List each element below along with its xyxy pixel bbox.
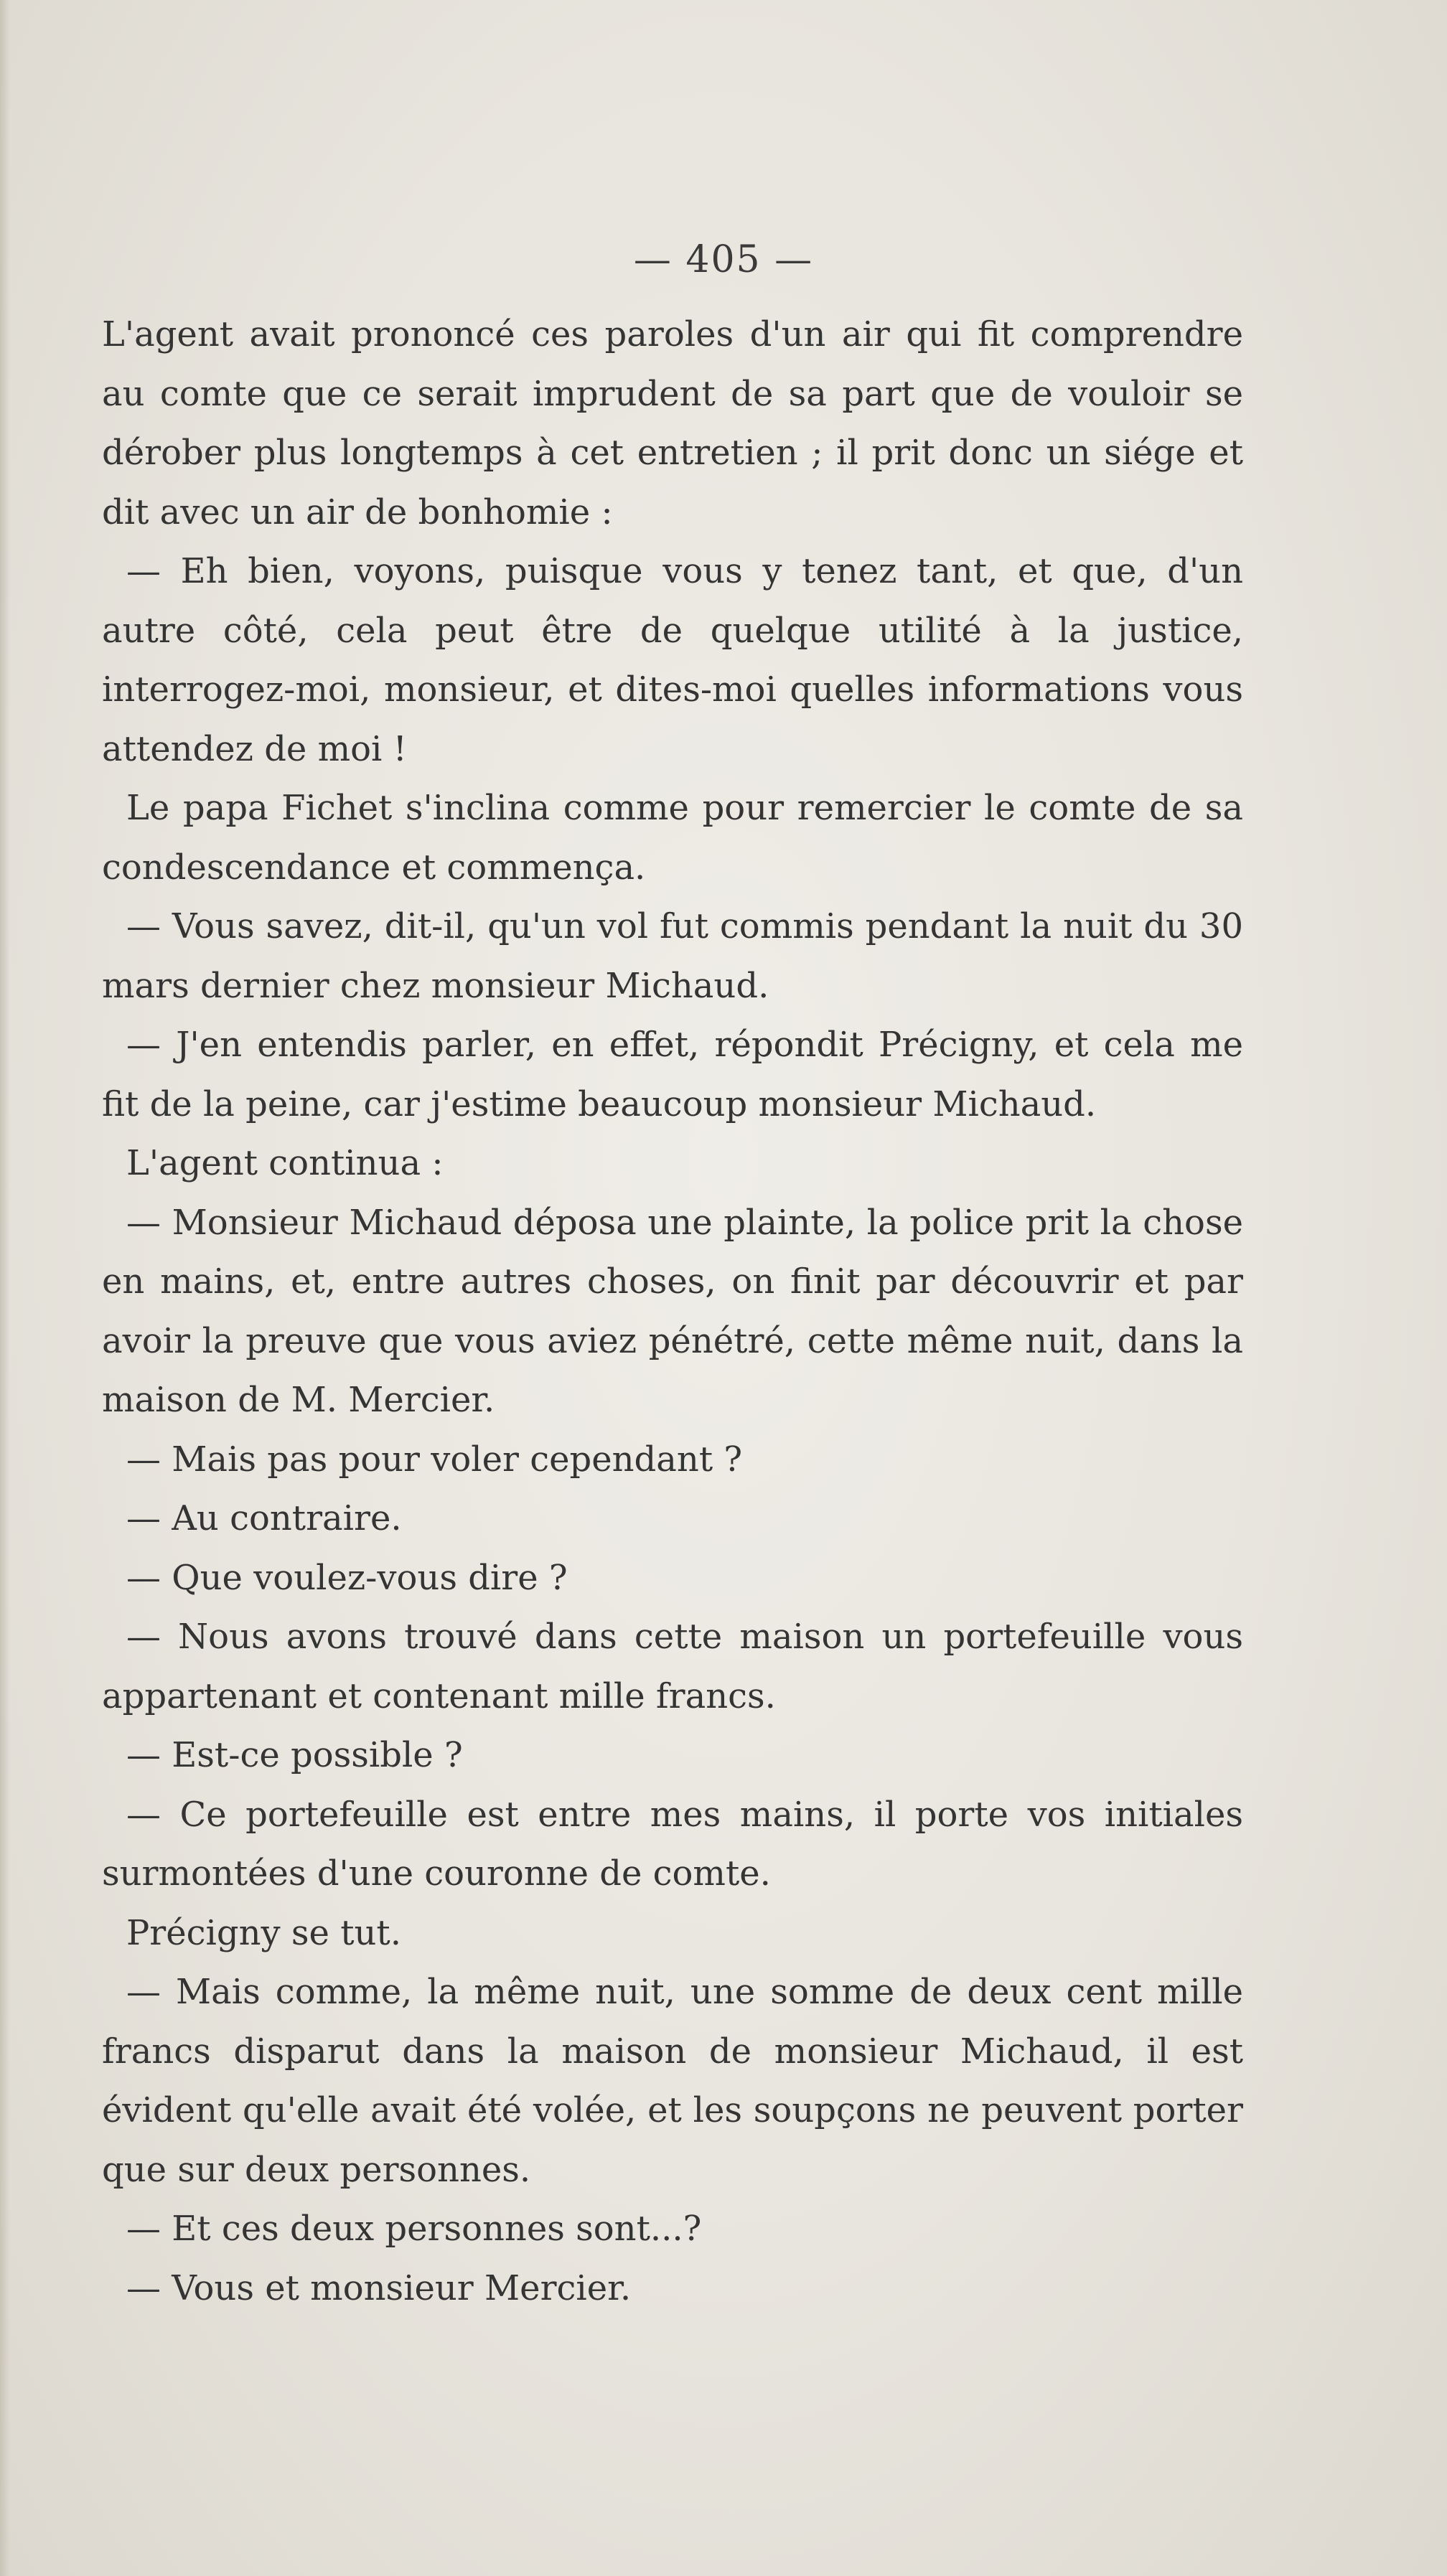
paragraph-10: — Que voulez-vous dire ? [126, 1557, 568, 1598]
paragraph-17: — Vous et monsieur Mercier. [126, 2267, 632, 2308]
paragraph-4: — Vous savez, dit-il, qu'un vol fut commis pendant la nuit du 30 mars dernier chez monsieur Michaud. [102, 906, 1243, 1006]
page-edge-shadow [0, 0, 10, 2576]
paragraph-9: — Au contraire. [126, 1498, 402, 1538]
body-text [102, 305, 1243, 2318]
paragraph-12: — Est-ce possible ? [126, 1735, 463, 1775]
paragraph-3: Le papa Fichet s'inclina comme pour remercier le comte de sa condescendance et commença. [102, 788, 1243, 888]
paragraph-16: — Et ces deux personnes sont...? [126, 2209, 702, 2249]
paragraph-5: — J'en entendis parler, en effet, répondit Précigny, et cela me fit de la peine, car j'estime beaucoup monsieur Michaud. [102, 1025, 1243, 1124]
paragraph-8: — Mais pas pour voler cependant ? [126, 1439, 743, 1480]
paragraph-13: — Ce portefeuille est entre mes mains, il porte vos initiales surmontées d'une couronne de comte. [102, 1794, 1243, 1894]
paragraph-15: — Mais comme, la même nuit, une somme de deux cent mille francs disparut dans la maison de monsieur Michaud, il est évident qu'elle avait été volée, et les soupçons ne peuvent porter que sur deux personnes. [102, 1972, 1243, 2190]
paragraph-2: — Eh bien, voyons, puisque vous y tenez tant, et que, d'un autre côté, cela peut être de quelque utilité à la justice, interrogez-moi, monsieur, et dites-moi quelles informations vous attendez de moi ! [102, 551, 1243, 769]
paragraph-14: Précigny se tut. [126, 1912, 401, 1953]
paragraph-6: L'agent continua : [126, 1143, 444, 1183]
paragraph-11: — Nous avons trouvé dans cette maison un portefeuille vous appartenant et contenant mille francs. [102, 1617, 1243, 1716]
paragraph-7: — Monsieur Michaud déposa une plainte, la police prit la chose en mains, et, entre autres choses, on finit par découvrir et par avoir la preuve que vous aviez pénétré, cette même nuit, dans la maison de M. Mercier. [102, 1202, 1243, 1420]
page-number: — 405 — [633, 238, 814, 281]
paragraph-1: L'agent avait prononcé ces paroles d'un air qui fit comprendre au comte que ce serait imprudent de sa part que de vouloir se dérober plus longtemps à cet entretien ; il prit donc un siége et dit avec un air de bonhomie : [102, 314, 1243, 532]
